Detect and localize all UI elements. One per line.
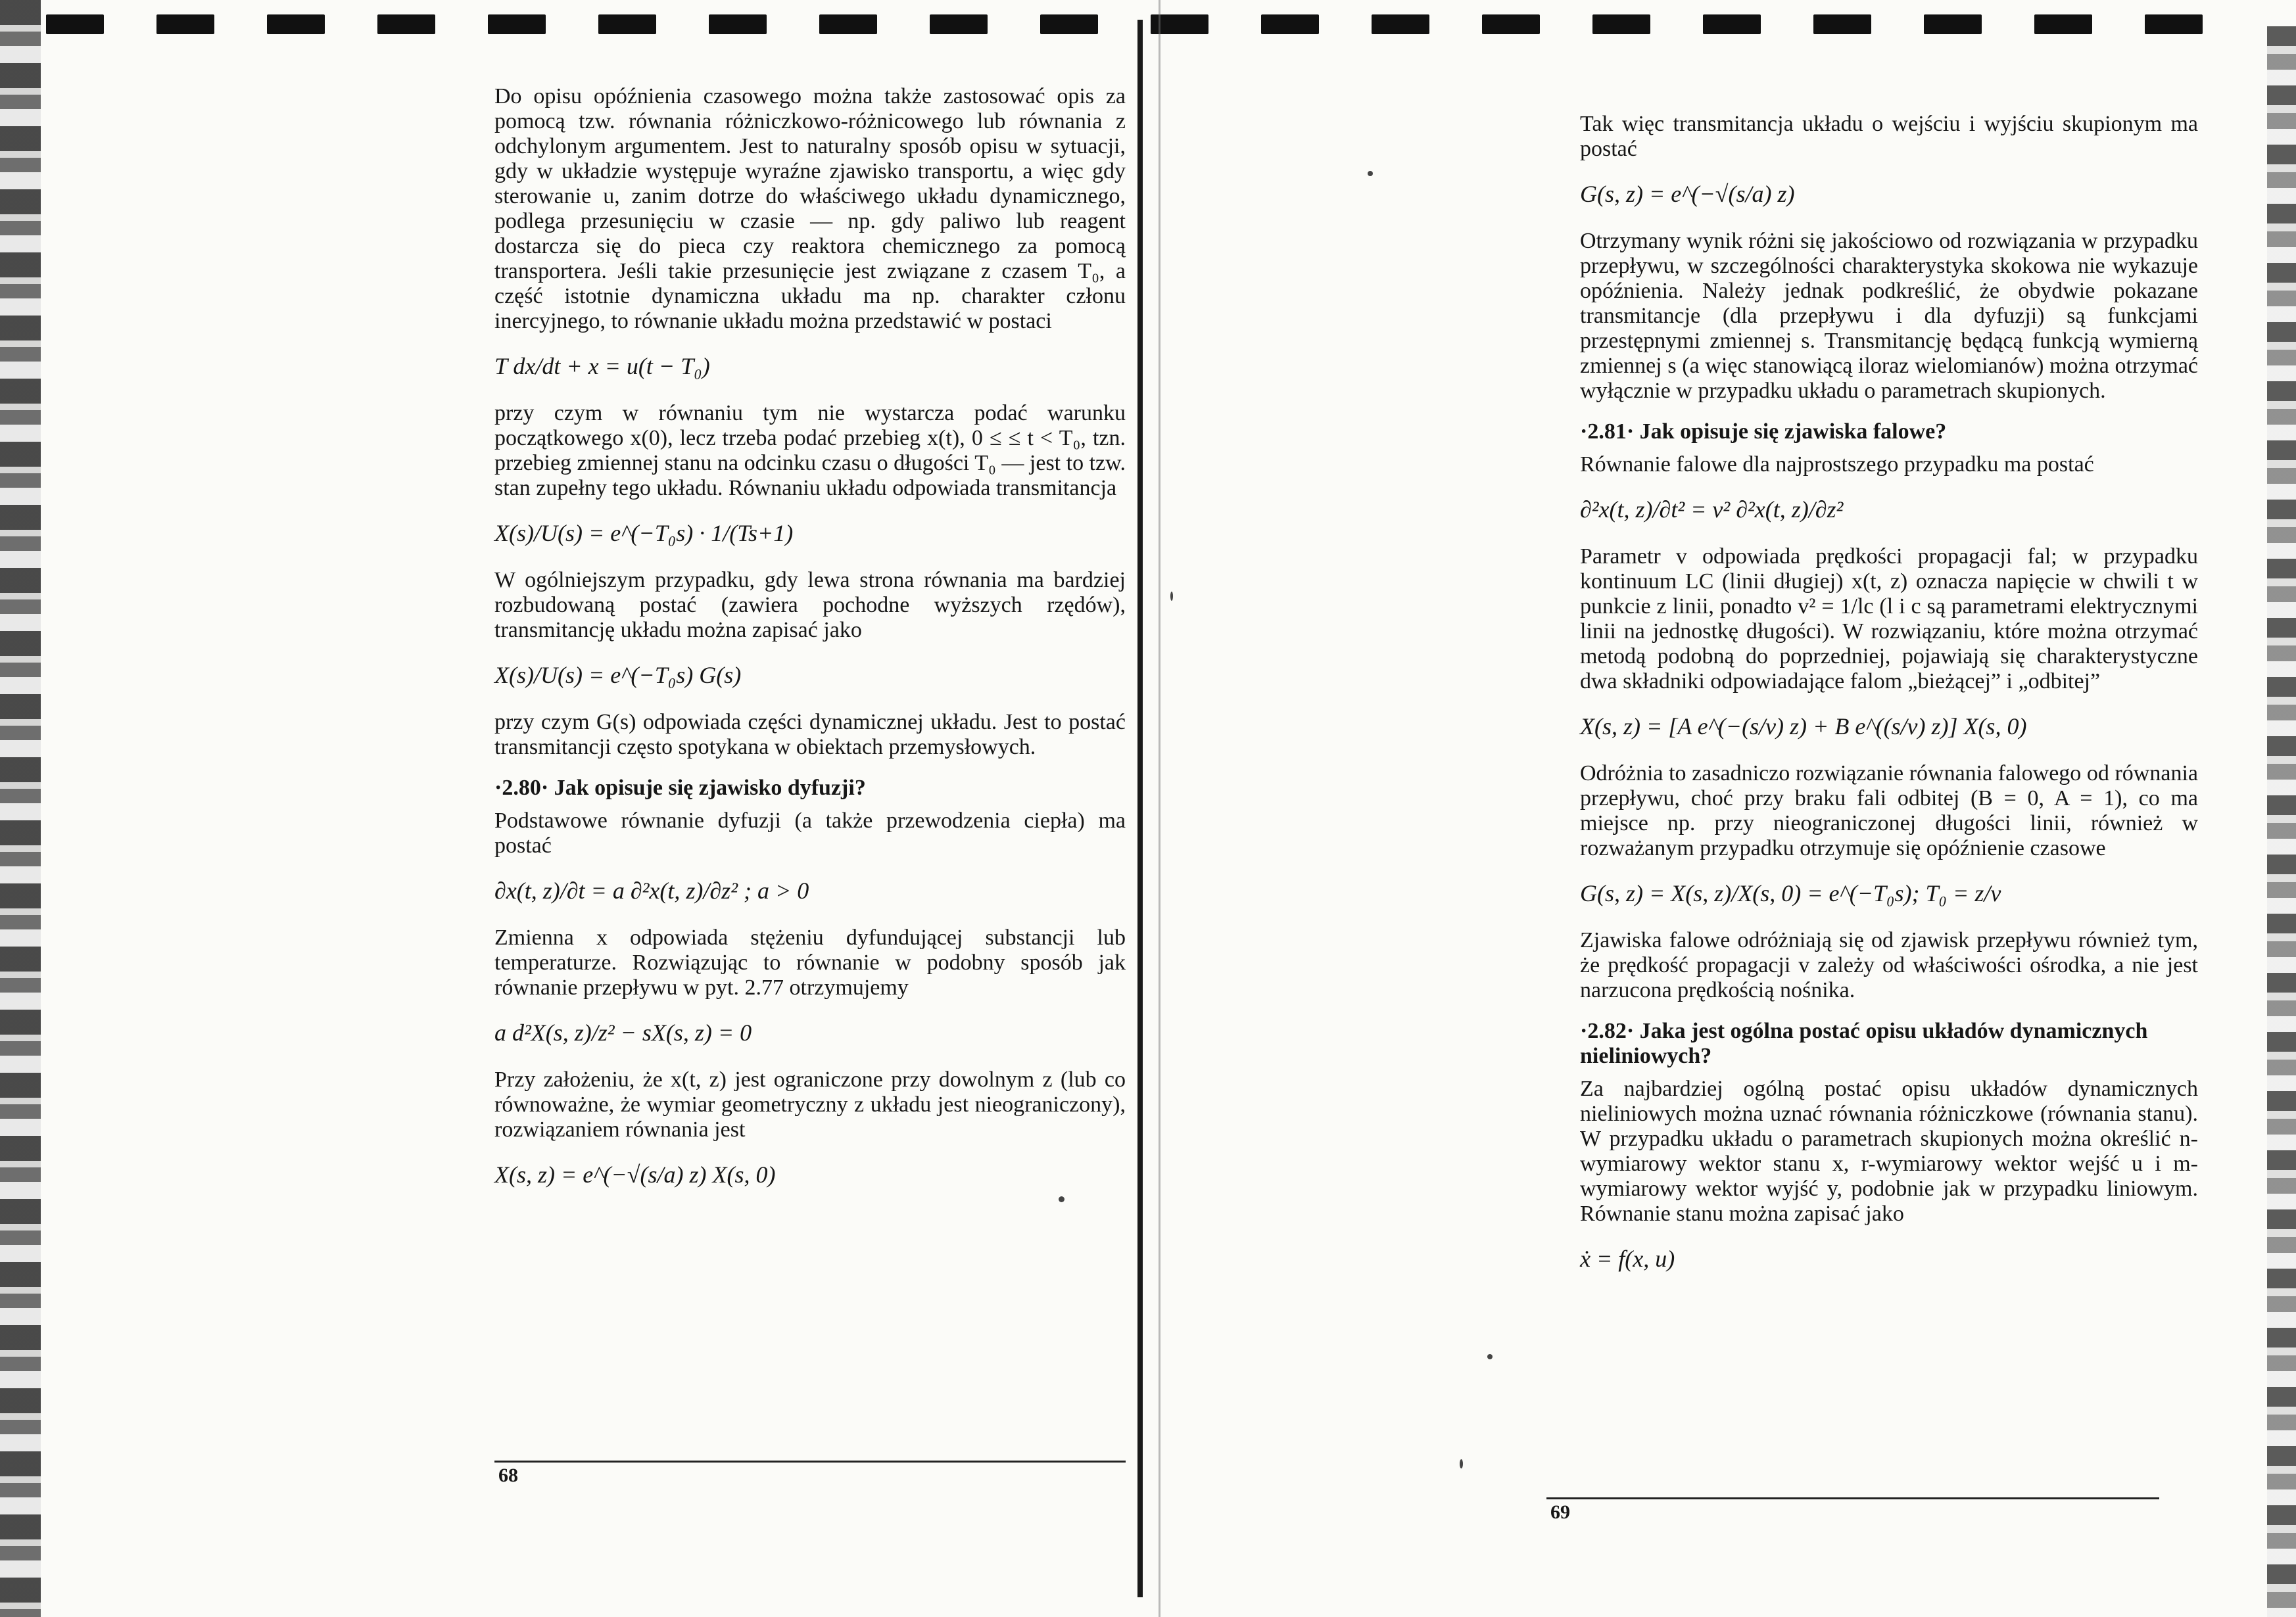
- right-page: [1580, 112, 2198, 1294]
- formula: T dx/dt + x = u(t − T₀): [494, 353, 710, 379]
- scan-speck: [1170, 592, 1173, 601]
- paragraph: Parametr v odpowiada prędkości propagacji fal; w przypadku kontinuum LC (linii długiej) x(t, z) oznacza napięcie w chwili t w punkcie z linii, ponadto v² = 1/lc (l i c są parametrami elektrycznymi linii na jednostkę długości). W rozwiązaniu, które można otrzymać metodą podobną do poprzedniej, pojawiają się charakterystyczne dwa składniki odpowiadające falom „bieżącej” i „odbitej”: [1580, 544, 2198, 693]
- scan-speck: [1368, 171, 1373, 176]
- film-hole: [1040, 14, 1098, 34]
- scan-speck: [1487, 1354, 1493, 1359]
- paragraph: Do opisu opóźnienia czasowego można także zastosować opis za pomocą tzw. równania różniczkowo-różnicowego lub równania z odchylonym argumentem. Jest to naturalny sposób opisu w sytuacji, gdy w układzie występuje wyraźne zjawisko transportu, a więc gdy sterowanie u, zanim dotrze do właściwego układu dynamicznego, podlega przesunięciu w czasie — np. gdy paliwo lub reagent dostarcza się do pieca czy reaktora chemicznego za pomocą transportera. Jeśli takie przesunięcie jest związane z czasem T₀, a część istotnie dynamiczna układu ma np. charakter członu inercyjnego, to równanie układu można przedstawić w postaci: [494, 84, 1126, 333]
- film-hole: [1592, 14, 1650, 34]
- film-hole: [1703, 14, 1761, 34]
- book-gutter-shadow: [1159, 0, 1160, 1617]
- film-strip: [0, 0, 2296, 34]
- paragraph: Zjawiska falowe odróżniają się od zjawisk przepływu również tym, że prędkość propagacji v zależy od właściwości ośrodka, a nie jest narzucona prędkością nośnika.: [1580, 928, 2198, 1002]
- formula: ẋ = f(x, u): [1580, 1246, 1675, 1272]
- left-page: [494, 84, 1126, 1209]
- film-hole: [488, 14, 546, 34]
- film-hole: [46, 14, 104, 34]
- film-hole: [1813, 14, 1871, 34]
- question-heading: ·2.82· Jaka jest ogólna postać opisu układów dynamicznych nieliniowych?: [1580, 1019, 2148, 1068]
- page-number: 69: [1550, 1501, 1570, 1523]
- formula: G(s, z) = X(s, z)/X(s, 0) = e^(−T₀s); T₀ = z/v: [1580, 880, 2001, 906]
- film-hole: [709, 14, 767, 34]
- footer-rule: [494, 1461, 1126, 1463]
- book-gutter: [1137, 20, 1143, 1597]
- film-hole: [377, 14, 435, 34]
- formula: X(s)/U(s) = e^(−T₀s) · 1/(Ts+1): [494, 520, 794, 546]
- question-heading: ·2.80· Jak opisuje się zjawisko dyfuzji?: [494, 776, 866, 800]
- footer-rule: [1546, 1497, 2159, 1499]
- film-hole: [1261, 14, 1319, 34]
- film-hole: [930, 14, 988, 34]
- question-heading: ·2.81· Jak opisuje się zjawiska falowe?: [1580, 419, 1947, 444]
- page-number: 68: [498, 1465, 518, 1486]
- paragraph: Równanie falowe dla najprostszego przypadku ma postać: [1580, 452, 2094, 477]
- paragraph: przy czym G(s) odpowiada części dynamicznej układu. Jest to postać transmitancji często spotykana w obiektach przemysłowych.: [494, 710, 1126, 759]
- formula: G(s, z) = e^(−√(s/a) z): [1580, 181, 1795, 207]
- film-hole: [819, 14, 877, 34]
- formula: X(s, z) = [A e^(−(s/v) z) + B e^((s/v) z)] X(s, 0): [1580, 713, 2027, 739]
- scan-speck: [1460, 1459, 1463, 1468]
- paragraph: Zmienna x odpowiada stężeniu dyfundującej substancji lub temperaturze. Rozwiązując to równanie w podobny sposób jak równanie przepływu w pyt. 2.77 otrzymujemy: [494, 926, 1126, 1000]
- paragraph: Otrzymany wynik różni się jakościowo od rozwiązania w przypadku przepływu, w szczególności charakterystyka skokowa nie wykazuje opóźnienia. Należy jednak podkreślić, że obydwie pokazane transmitancje (dla przepływu i dla dyfuzji) są funkcjami przestępnymi zmiennej s. Transmitancję będącą funkcją wymierną zmiennej s (a więc stanowiącą iloraz wielomianów) można otrzymać wyłącznie w przypadku układu o parametrach skupionych.: [1580, 229, 2198, 403]
- formula: X(s)/U(s) = e^(−T₀s) G(s): [494, 662, 742, 688]
- film-hole: [2145, 14, 2203, 34]
- film-hole: [2034, 14, 2092, 34]
- formula: a d²X(s, z)/z² − sX(s, z) = 0: [494, 1019, 752, 1046]
- film-hole: [1372, 14, 1429, 34]
- paragraph: Odróżnia to zasadniczo rozwiązanie równania falowego od równania przepływu, choć przy braku fali odbitej (B = 0, A = 1), co ma miejsce np. przy nieograniczonej długości linii, również w rozważanym przypadku otrzymuje się opóźnienie czasowe: [1580, 761, 2198, 860]
- paragraph: przy czym w równaniu tym nie wystarcza podać warunku początkowego x(0), lecz trzeba podać przebieg x(t), 0 ≤ ≤ t < T₀, tzn. przebieg zmiennej stanu na odcinku czasu o długości T₀ — jest to tzw. stan zupełny tego układu. Równaniu układu odpowiada transmitancja: [494, 401, 1126, 500]
- paragraph: Za najbardziej ogólną postać opisu układów dynamicznych nieliniowych można uznać równania różniczkowe (równania stanu). W przypadku układu o parametrach skupionych można określić n-wymiarowy wektor stanu x, r-wymiarowy wektor wejść u i m-wymiarowy wektor wyjść y, podobnie jak w przypadku liniowym. Równanie stanu można zapisać jako: [1580, 1077, 2198, 1226]
- formula: ∂x(t, z)/∂t = a ∂²x(t, z)/∂z² ; a > 0: [494, 878, 809, 904]
- film-hole: [598, 14, 656, 34]
- scan-right-edge: [2267, 26, 2296, 1617]
- scan-left-edge: [0, 0, 41, 1617]
- paragraph: Podstawowe równanie dyfuzji (a także przewodzenia ciepła) ma postać: [494, 808, 1126, 858]
- film-hole: [156, 14, 214, 34]
- formula: ∂²x(t, z)/∂t² = v² ∂²x(t, z)/∂z²: [1580, 496, 1844, 523]
- formula: X(s, z) = e^(−√(s/a) z) X(s, 0): [494, 1161, 776, 1188]
- film-hole: [1482, 14, 1540, 34]
- paragraph: Przy założeniu, że x(t, z) jest ograniczone przy dowolnym z (lub co równoważne, że wymiar geometryczny z układu jest nieograniczony), rozwiązaniem równania jest: [494, 1067, 1126, 1142]
- film-hole: [267, 14, 325, 34]
- film-hole: [1924, 14, 1982, 34]
- paragraph: Tak więc transmitancja układu o wejściu i wyjściu skupionym ma postać: [1580, 112, 2198, 161]
- paragraph: W ogólniejszym przypadku, gdy lewa strona równania ma bardziej rozbudowaną postać (zawiera pochodne wyższych rzędów), transmitancję układu można zapisać jako: [494, 568, 1126, 642]
- scan-speck: [1059, 1196, 1064, 1202]
